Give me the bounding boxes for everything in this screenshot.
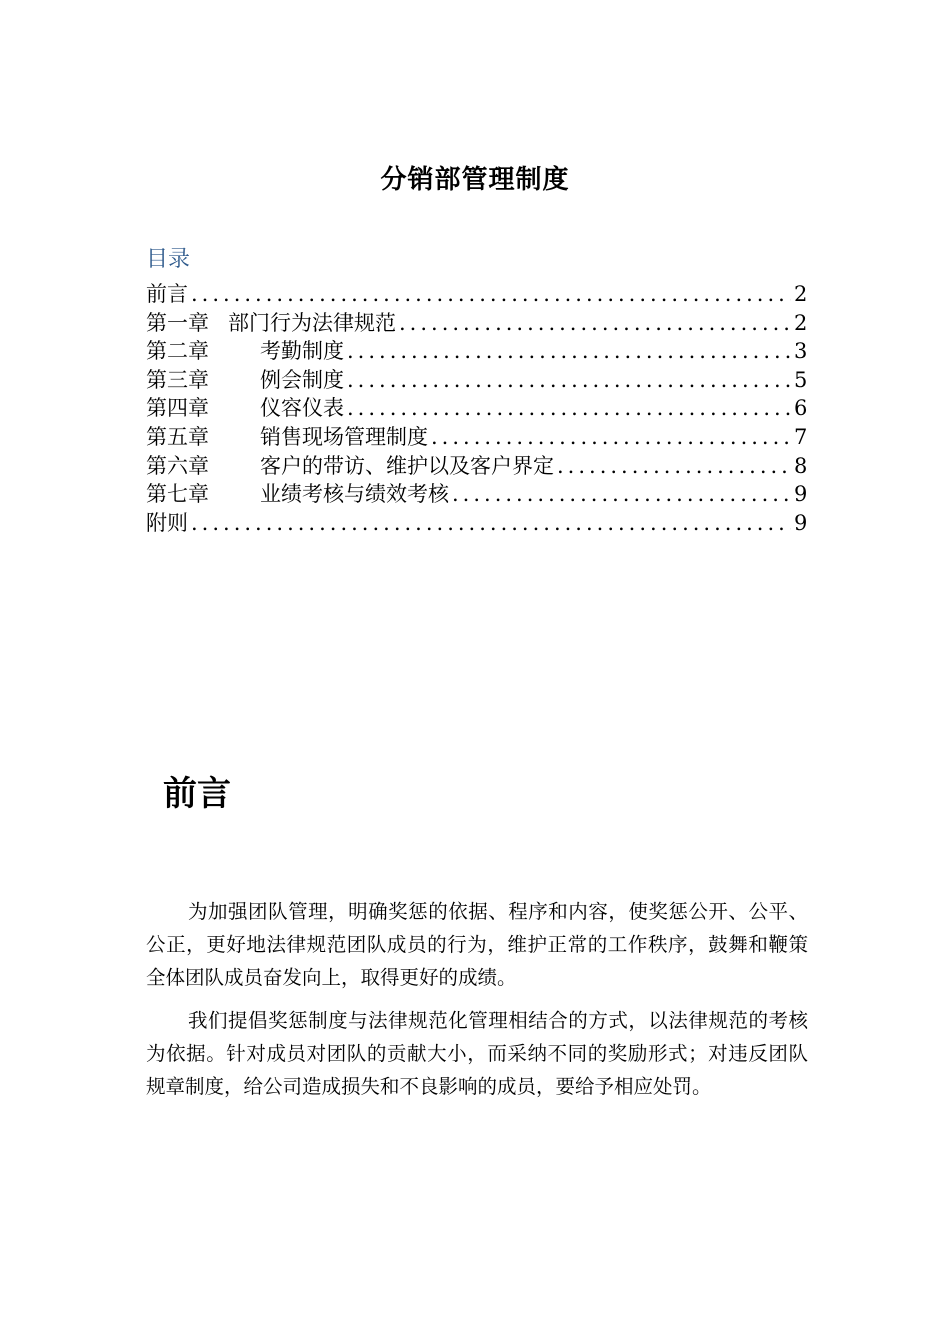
toc-entry-text: 考勤制度 bbox=[260, 339, 344, 364]
toc-chapter-number: 第六章 bbox=[146, 453, 209, 478]
toc-entry-text: 附则 bbox=[146, 510, 188, 535]
toc-chapter-number: 第七章 bbox=[146, 482, 209, 507]
toc-page-number: 9 bbox=[794, 482, 808, 507]
toc-dot-leader bbox=[431, 423, 791, 452]
toc-entry-appendix[interactable] bbox=[146, 509, 806, 538]
toc-page-number: 8 bbox=[794, 453, 808, 478]
preface-paragraph: 为加强团队管理，明确奖惩的依据、程序和内容，使奖惩公开、公平、公正，更好地法律规范团队成员的行为，维护正常的工作秩序，鼓舞和鞭策全体团队成员奋发向上，取得更好的成绩。 bbox=[146, 900, 808, 989]
table-of-contents bbox=[146, 280, 806, 537]
preface-heading: 前言 bbox=[163, 774, 231, 814]
toc-chapter-number: 第三章 bbox=[146, 367, 209, 392]
toc-entry-text: 业绩考核与绩效考核 bbox=[260, 482, 449, 507]
toc-entry-chapter-5[interactable] bbox=[146, 423, 806, 452]
toc-entry-preface[interactable] bbox=[146, 280, 806, 309]
toc-chapter-number: 第四章 bbox=[146, 396, 209, 421]
toc-entry-chapter-1[interactable] bbox=[146, 309, 806, 338]
toc-dot-leader bbox=[557, 452, 791, 481]
toc-entry-text: 客户的带访、维护以及客户界定 bbox=[260, 453, 554, 478]
toc-heading: 目录 bbox=[146, 247, 191, 272]
toc-entry-text: 前言 bbox=[146, 282, 188, 306]
toc-page-number: 3 bbox=[794, 339, 808, 364]
toc-entry-chapter-4[interactable] bbox=[146, 394, 806, 423]
toc-page-number: 2 bbox=[794, 310, 808, 335]
toc-dot-leader bbox=[191, 280, 791, 309]
toc-chapter-number: 第五章 bbox=[146, 424, 209, 449]
toc-entry-text: 部门行为法律规范 bbox=[228, 310, 396, 335]
toc-entry-text: 销售现场管理制度 bbox=[260, 424, 428, 449]
toc-dot-leader bbox=[191, 509, 791, 538]
toc-entry-chapter-6[interactable] bbox=[146, 452, 806, 481]
document-title: 分销部管理制度 bbox=[380, 165, 570, 195]
toc-chapter-number: 第一章 bbox=[146, 310, 209, 335]
toc-entry-text: 仪容仪表 bbox=[260, 396, 344, 421]
toc-dot-leader bbox=[399, 309, 791, 338]
preface-paragraph: 我们提倡奖惩制度与法律规范化管理相结合的方式，以法律规范的考核为依据。针对成员对团队的贡献大小，而采纳不同的奖励形式；对违反团队规章制度，给公司造成损失和不良影响的成员，要给予相应处罚。 bbox=[146, 1009, 808, 1098]
toc-dot-leader bbox=[347, 337, 791, 366]
toc-page-number: 2 bbox=[794, 282, 808, 306]
toc-entry-chapter-2[interactable] bbox=[146, 337, 806, 366]
toc-page-number: 6 bbox=[794, 396, 808, 421]
toc-page-number: 7 bbox=[794, 424, 808, 449]
toc-entry-chapter-7[interactable] bbox=[146, 480, 806, 509]
toc-entry-chapter-3[interactable] bbox=[146, 366, 806, 395]
toc-page-number: 5 bbox=[794, 367, 808, 392]
toc-dot-leader bbox=[452, 480, 791, 509]
toc-entry-text: 例会制度 bbox=[260, 367, 344, 392]
toc-dot-leader bbox=[347, 366, 791, 395]
toc-dot-leader bbox=[347, 394, 791, 423]
toc-page-number: 9 bbox=[794, 510, 808, 535]
toc-chapter-number: 第二章 bbox=[146, 339, 209, 364]
